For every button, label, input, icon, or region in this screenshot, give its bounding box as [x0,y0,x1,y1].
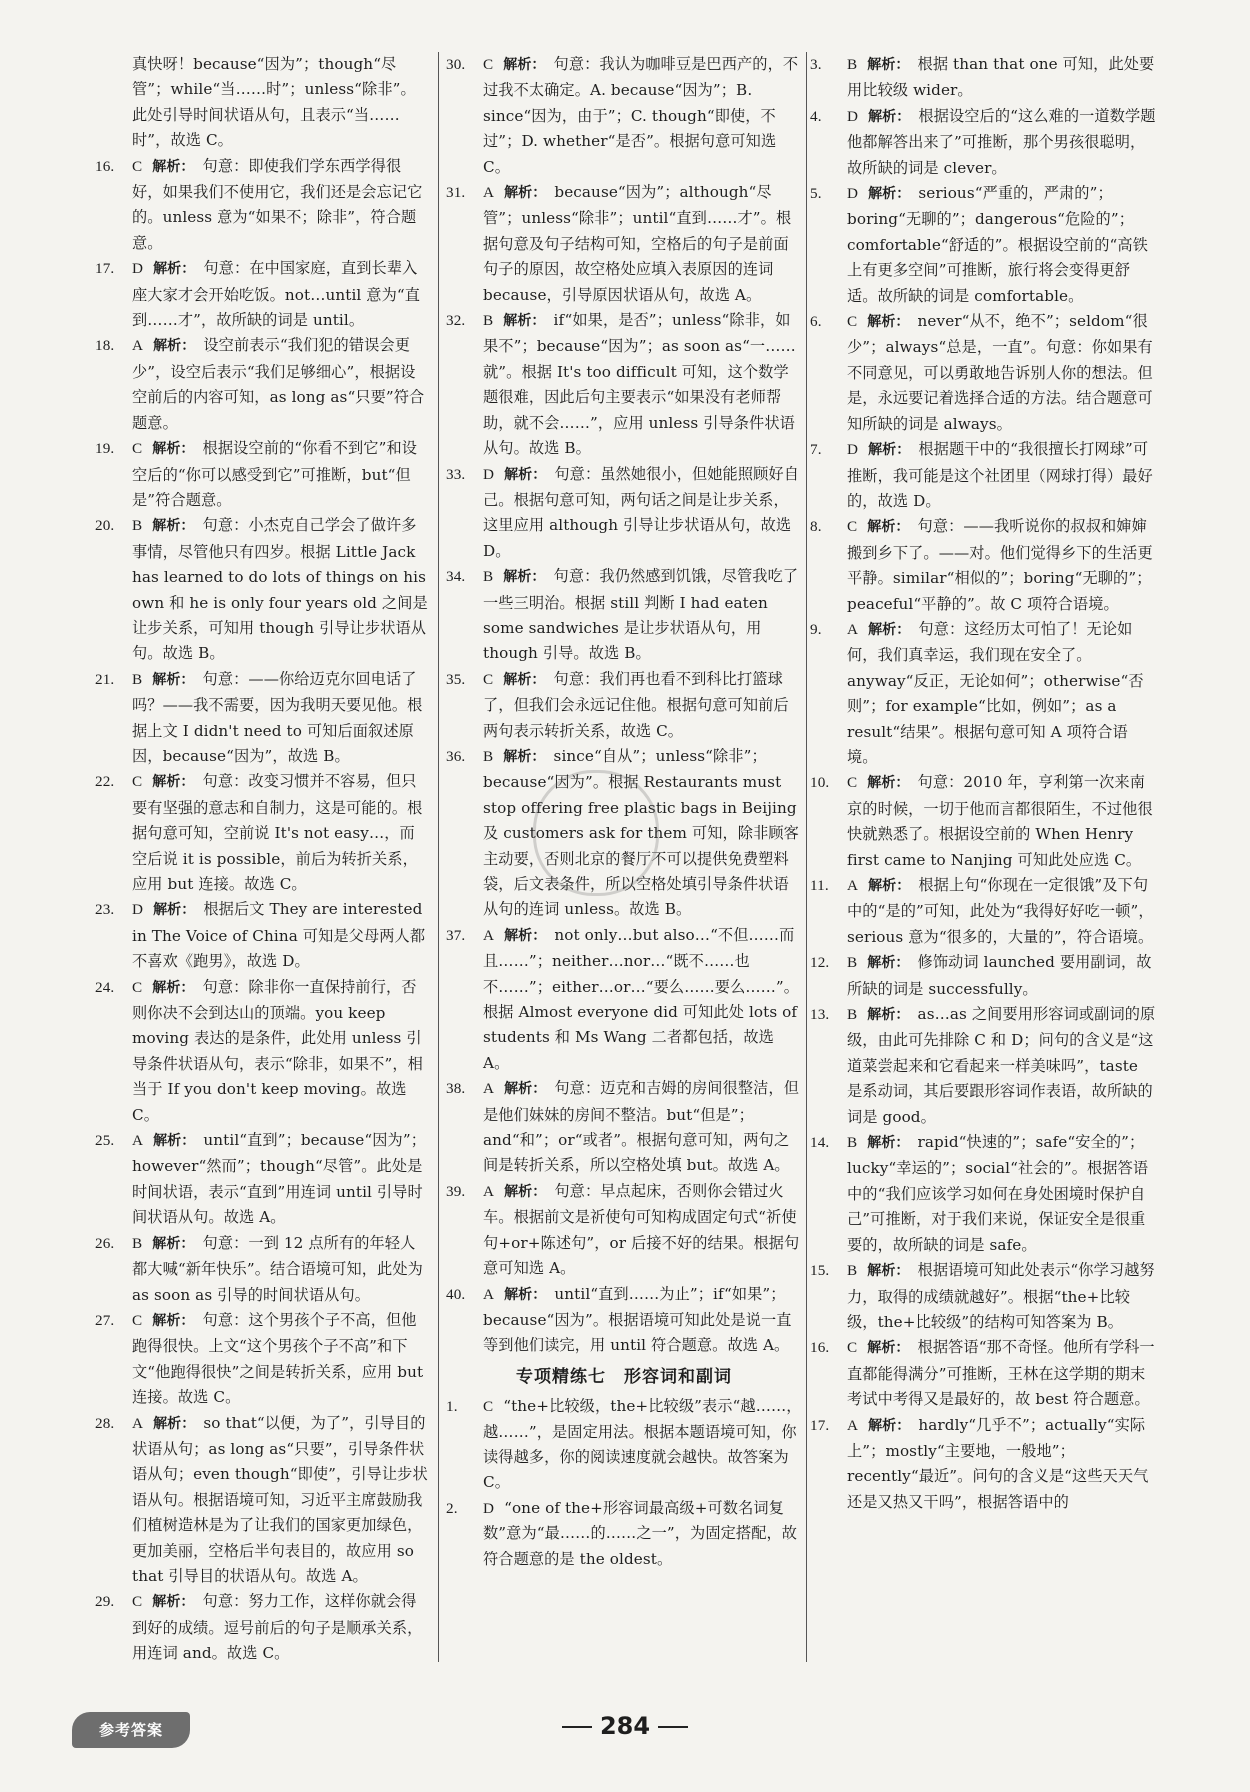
answer-letter: B [132,670,143,688]
answer-letter: D [847,107,859,125]
analysis-text: hardly“几乎不”；actually“实际上”；mostly“主要地，一般地”；recently“最近”。问句的含义是“这些天天气还是又热又干吗”，根据答语中的 [847,1415,1149,1511]
analysis-text: 句意：一到 12 点所有的年轻人都大喊“新年快乐”。结合语境可知，此处为 as soon as 引导的时间状语从句。 [132,1233,423,1304]
answer-item [810,52,1156,104]
question-number: 16. [810,1339,830,1357]
analysis-text: 根据设空前的“你看不到它”和设空后的“你可以感受到它”可推断，but“但是”符合题意。 [132,439,418,509]
question-number: 15. [810,1262,830,1280]
answer-item [95,154,430,257]
analysis-label: 解析： [152,774,195,791]
analysis-text: never“从不，绝不”；seldom“很少”；always“总是，一直”。句意：你如果有不同意见，可以勇敢地告诉别人你的想法。但是，永远要记着选择合适的方法。结合题意可知所缺的词是 always。 [847,312,1153,433]
question-number: 38. [446,1080,466,1098]
analysis-text: 句意：小杰克自己学会了做许多事情，尽管他只有四岁。根据 Little Jack has learned to do lots of things on his own 和 he is only four years old 之间是让步关系，可知用 though 引导让步状语从句。故选 B。 [132,516,428,663]
answer-item [446,667,802,744]
question-number: 16. [95,157,115,175]
answer-item [95,1411,430,1590]
answer-letter: B [847,1262,858,1280]
question-number: 39. [446,1182,466,1200]
answer-letter: A [483,926,495,944]
analysis-label: 解析： [504,927,547,944]
analysis-text: 句意：早点起床，否则你会错过火车。根据前文是祈使句可知构成固定句式“祈使句+or+陈述句”，or 后接不好的结果。根据句意可知选 A。 [483,1181,800,1278]
question-number: 24. [95,978,115,996]
question-number: 18. [95,337,115,355]
question-number: 30. [446,56,466,73]
analysis-text: since“自从”；unless“除非”；because“因为”。根据 Restaurants must stop offering free plastic bags in Beijing 及 customers ask for them 可知，除非顾客主动要，否则北京的餐厅不可以提供免费塑料袋，后文表条件，所以空格处填引导条件状语从句的连词 unless。故选 B。 [483,746,799,919]
answer-item [810,617,1156,770]
answer-item [446,1076,802,1179]
answer-letter: C [132,157,143,175]
answer-item [446,52,802,180]
answer-letter: C [483,670,494,688]
answer-item [95,256,430,333]
dash-left [562,1726,592,1728]
analysis-label: 解析： [867,1135,910,1152]
question-number: 14. [810,1134,830,1152]
question-number: 17. [810,1416,830,1434]
answer-item [810,1130,1156,1258]
analysis-text: 句意：即使我们学东西学得很好，如果我们不使用它，我们还是会忘记它的。unless 意为“如果不；除非”，符合题意。 [132,156,423,252]
answer-letter: B [132,517,143,535]
answer-item [95,897,430,974]
analysis-label: 解析： [867,955,910,972]
answer-letter: B [847,1006,858,1024]
analysis-text: 句意：这经历太可怕了！无论如何，我们真幸运，我们现在安全了。anyway“反正，无论如何”；otherwise“否则”；for example“比如，例如”；as a result“结果”。根据句意可知 A 项符合语境。 [847,619,1144,766]
analysis-text: 句意：2010 年，亨利第一次来南京的时候，一切于他而言都很陌生，不过他很快就熟悉了。根据设空前的 When Henry first came to Nanjing 可知此处应选 C。 [847,773,1153,869]
analysis-label: 解析： [153,1133,196,1150]
analysis-label: 解析： [504,185,547,202]
analysis-text: not only…but also…“不但……而且……”；neither…nor…“既不……也不……”；either…or…“要么……要么……”。根据 Almost everyone did 可知此处 lots of students 和 Ms Wang 二者都包括，故选 A。 [483,925,800,1072]
analysis-label: 解析： [868,442,911,459]
question-number: 12. [810,954,830,972]
analysis-text: 句意：我认为咖啡豆是巴西产的，不过我不太确定。A. because“因为”；B. since“因为，由于”；C. though“即使，不过”；D. whether“是否”。根据句意可知选 C。 [483,55,799,176]
answer-item [810,437,1156,514]
answer-item [446,462,802,565]
analysis-label: 解析： [503,671,546,688]
answer-letter: D [847,185,859,203]
analysis-text: 句意：我仍然感到饥饿，尽管我吃了一些三明治。根据 still 判断 I had eaten some sandwiches 是让步状语从句，用 though 引导。故选 B。 [483,567,799,663]
answer-letter: C [132,440,143,458]
question-number: 29. [95,1593,115,1611]
analysis-label: 解析： [503,57,546,73]
question-number: 35. [446,670,466,688]
answer-letter: B [483,312,494,330]
analysis-label: 解析： [153,902,196,919]
question-number: 36. [446,747,466,765]
answer-item [810,1258,1156,1335]
analysis-text: 句意：努力工作，这样你就会得到好的成绩。逗号前后的句子是顺承关系，用连词 and。故选 C。 [132,1592,423,1662]
question-number: 40. [446,1285,466,1303]
analysis-text: 真快呀！because“因为”；though“尽管”；while“当……时”；unless“除非”。此处引导时间状语从句，且表示“当……时”，故选 C。 [132,55,416,150]
answer-letter: D [483,1499,495,1517]
answer-letter: C [847,1339,858,1357]
analysis-text: 根据后文 They are interested in The Voice of China 可知是父母两人都不喜欢《跑男》，故选 D。 [132,900,426,971]
answer-item [95,436,430,513]
analysis-text: 修饰动词 launched 要用副词，故所缺的词是 successfully。 [847,953,1152,998]
answer-letter: C [483,1398,494,1416]
analysis-text: 句意：迈克和吉姆的房间很整洁，但是他们妹妹的房间不整洁。but“但是”；and“和”；or“或者”。根据句意可知，两句之间是转折关系，所以空格处填 but。故选 A。 [483,1079,799,1175]
answer-item [810,873,1156,950]
answer-item [446,308,802,461]
question-number: 33. [446,465,466,483]
answer-letter: A [847,620,859,638]
answer-letter: C [132,978,143,996]
analysis-label: 解析： [867,1007,910,1024]
analysis-label: 解析： [868,621,911,638]
question-number: 4. [810,107,822,125]
analysis-label: 解析： [153,261,196,278]
question-number: 31. [446,184,466,202]
analysis-text: 根据语境可知此处表示“你学习越努力，取得的成绩就越好”。根据“the+比较级，the+比较级”的结构可知答案为 B。 [847,1261,1155,1331]
answer-letter: C [132,1593,143,1611]
answer-item [810,950,1156,1002]
answer-item [446,1179,802,1282]
question-number: 22. [95,773,115,791]
question-number: 17. [95,260,115,278]
answer-item [95,52,430,154]
analysis-text: 根据题干中的“我很擅长打网球”可推断，我可能是这个社团里（网球打得）最好的，故选 D。 [847,440,1153,510]
answer-item [810,1413,1156,1516]
question-number: 25. [95,1132,115,1150]
question-number: 8. [810,518,822,536]
analysis-label: 解析： [868,108,911,125]
answer-letter: A [483,1182,495,1200]
analysis-text: “one of the+形容词最高级+可数名词复数”意为“最……的……之一”，为固定搭配，故符合题意的是 the oldest。 [483,1498,798,1568]
answer-letter: C [132,773,143,791]
answer-letter: C [132,1311,143,1329]
analysis-label: 解析： [867,314,910,331]
section-title: 专项精练七 形容词和副词 [516,1366,732,1387]
answer-letter: C [483,56,494,73]
analysis-text: 句意：在中国家庭，直到长辈入座大家才会开始吃饭。not…until 意为“直到……才”，故所缺的词是 until。 [132,259,421,330]
analysis-text: 设空前表示“我们犯的错误会更少”，设空后表示“我们足够细心”，根据设空前后的内容可知，as long as“只要”符合题意。 [132,336,425,432]
answer-letter: B [483,568,494,586]
analysis-label: 解析： [153,1415,196,1432]
analysis-text: because“因为”；although“尽管”；unless“除非”；until“直到……才”。根据句意及句子结构可知，空格后的句子是前面句子的原因，故空格处应填入表原因的连词 because，引导原因状语从句，故选 A。 [483,183,792,304]
answer-item [95,1231,430,1308]
answer-letter: A [483,184,495,202]
analysis-text: 根据设空后的“这么难的一道数学题他都解答出来了”可推断，那个男孩很聪明，故所缺的词是 clever。 [847,106,1156,177]
analysis-label: 解析： [152,441,195,458]
answer-letter: C [847,518,858,536]
question-number: 21. [95,670,115,688]
analysis-label: 解析： [503,569,546,586]
question-number: 7. [810,441,822,459]
analysis-label: 解析： [867,1340,910,1357]
analysis-label: 解析： [504,466,547,483]
analysis-text: rapid“快速的”；safe“安全的”；lucky“幸运的”；social“社会的”。根据答语中的“我们应该学习如何在身处困境时保护自己”可推断，对于我们来说，保证安全是很重要的，故所缺的词是 safe。 [847,1133,1149,1254]
answer-letter: A [847,877,859,894]
answer-item [446,744,802,923]
analysis-text: 句意：——我听说你的叔叔和婶婶搬到乡下了。——对。他们觉得乡下的生活更平静。similar“相似的”；boring“无聊的”；peaceful“平静的”。故 C 项符合语境。 [847,517,1153,613]
question-number: 13. [810,1006,830,1024]
question-number: 5. [810,185,822,203]
analysis-text: 根据上句“你现在一定很饿”及下句中的“是的”可知，此处为“我得好好吃一顿”，serious 意为“很多的，大量的”，符合语境。 [847,876,1154,946]
analysis-label: 解析： [504,1081,547,1098]
answer-letter: A [132,1414,144,1432]
question-number: 1. [446,1398,458,1416]
answer-letter: A [483,1080,495,1098]
answer-item [810,309,1156,437]
answer-item [95,769,430,897]
question-number: 3. [810,56,822,73]
analysis-text: until“直到……为止”；if“如果”；because“因为”。根据语境可知此处是说一直等到他们读完，用 until 符合题意。故选 A。 [483,1284,792,1355]
question-number: 6. [810,313,822,331]
answer-item [446,1282,802,1359]
analysis-label: 解析： [867,519,910,536]
answer-letter: B [847,56,858,73]
answer-item [95,667,430,770]
question-number: 28. [95,1414,115,1432]
analysis-text: so that“以便，为了”，引导目的状语从句；as long as“只要”，引导条件状语从句；even though“即使”，引导让步状语从句。根据语境可知，习近平主席鼓励我们植树造林是为了让我们的国家更加绿色，更加美丽，空格后半句表目的，故应用 so that 引导目的状语从句。故选 A。 [132,1413,428,1585]
analysis-label: 解析： [867,775,910,792]
answer-item [810,1002,1156,1130]
analysis-label: 解析： [152,158,195,175]
answer-letter: B [847,954,858,972]
analysis-text: until“直到”；because“因为”；however“然而”；though“尽管”。此处是时间状语，表示“直到”用连词 until 引导时间状语从句。故选 A。 [132,1131,426,1227]
analysis-label: 解析： [152,979,195,996]
question-number: 2. [446,1499,458,1517]
page-number [545,1712,705,1740]
analysis-label: 解析： [503,748,546,765]
answer-item [95,1308,430,1411]
analysis-label: 解析： [152,1235,195,1252]
answer-item [810,1335,1156,1412]
analysis-text: 句意：除非你一直保持前行，否则你决不会到达山的顶端。you keep moving 表达的是条件，此处用 unless 引导条件状语从句，表示“除非，如果不”，相当于 If you don't keep moving。故选 C。 [132,977,423,1124]
answer-letter: C [847,313,858,331]
analysis-label: 解析： [868,1417,911,1434]
answer-letter: D [847,441,859,459]
answer-letter: B [847,1134,858,1152]
analysis-text: 句意：虽然她很小，但她能照顾好自己。根据句意可知，两句话之间是让步关系，这里应用 although 引导让步状语从句，故选 D。 [483,464,799,560]
answer-letter: D [132,260,144,278]
question-number: 20. [95,517,115,535]
analysis-text: 句意：这个男孩个子不高，但他跑得很快。上文“这个男孩个子不高”和下文“他跑得很快”之间是转折关系，应用 but 连接。故选 C。 [132,1310,424,1407]
analysis-label: 解析： [152,518,195,535]
reference-answers-badge: 参考答案 [72,1712,190,1748]
analysis-text: serious“严重的，严肃的”；boring“无聊的”；dangerous“危险的”；comfortable“舒适的”。根据设空前的“高铁上有更多空间”可推断，旅行将会变得更舒适。故所缺的词是 comfortable。 [847,184,1148,305]
answer-letter: A [132,337,144,355]
question-number: 23. [95,901,115,919]
answer-item [810,181,1156,309]
analysis-label: 解析： [504,1286,547,1303]
answer-item [95,333,430,436]
answer-item [810,514,1156,617]
answer-item [95,513,430,666]
analysis-text: if“如果，是否”；unless“除非，如果不”；because“因为”；as soon as“一……就”。根据 It's too difficult 可知，这个数学题很难，因此后句主要表示“如果没有老师帮助，就不会……”，应用 unless 引导条件状语从句。故选 B。 [483,311,796,458]
answer-item [446,923,802,1076]
analysis-label: 解析： [152,1312,195,1329]
analysis-text: 根据答语“那不奇怪。他所有学科一直都能得满分”可推断，王林在这学期的期末考试中考得又是最好的，故 best 符合题意。 [847,1338,1155,1409]
answer-item [446,1496,802,1572]
answer-letter: A [483,1285,495,1303]
answer-item [95,1128,430,1231]
answer-item [95,975,430,1128]
analysis-label: 解析： [868,878,911,894]
answer-item [95,1589,430,1662]
analysis-text: “the+比较级，the+比较级”表示“越……，越……”，是固定用法。根据本题语境可知，你读得越多，你的阅读速度就会越快。故答案为 C。 [483,1397,802,1492]
analysis-label: 解析： [153,338,196,355]
question-number: 11. [810,877,829,894]
answer-letter: C [847,774,858,792]
analysis-label: 解析： [152,671,195,688]
analysis-text: 句意：我们再也看不到科比打篮球了，但我们会永远记住他。根据句意可知前后两句表示转折关系，故选 C。 [483,669,789,740]
question-number: 32. [446,312,466,330]
answer-column-1 [95,52,430,1662]
answer-item [810,104,1156,181]
analysis-text: 句意：改变习惯并不容易，但只要有坚强的意志和自制力，这是可能的。根据句意可知，空前说 It's not easy…，而空后说 it is possible，前后为转折关系，应用 but 连接。故选 C。 [132,772,423,893]
question-number: 27. [95,1311,115,1329]
question-number: 10. [810,774,830,792]
answer-letter: D [483,465,495,483]
column-divider [806,52,807,1662]
question-number: 26. [95,1234,115,1252]
answer-letter: B [132,1234,143,1252]
question-number: 9. [810,620,822,638]
answer-column-3 [810,52,1156,1662]
analysis-label: 解析： [867,1263,910,1280]
analysis-text: 句意：——你给迈克尔回电话了吗？——我不需要，因为我明天要见他。根据上文 I didn't need to 可知后面叙述原因，because“因为”，故选 B。 [132,669,423,765]
question-number: 19. [95,440,115,458]
analysis-text: as…as 之间要用形容词或副词的原级，由此可先排除 C 和 D；问句的含义是“这道菜尝起来和它看起来一样美味吗”，taste 是系动词，其后要跟形容词作表语，故所缺的词是 good。 [847,1005,1156,1126]
answer-letter: D [132,901,144,919]
answer-letter: A [847,1416,859,1434]
analysis-label: 解析： [868,186,911,203]
question-number: 34. [446,568,466,586]
answer-item [446,180,802,308]
analysis-text: 根据 than that one 可知，此处要用比较级 wider。 [847,55,1155,100]
answer-item [810,770,1156,873]
answer-letter: B [483,747,494,765]
analysis-label: 解析： [504,1183,547,1200]
answer-item [446,564,802,667]
column-divider [438,52,439,1662]
answer-letter: A [132,1132,144,1150]
analysis-label: 解析： [867,57,910,73]
answer-item [446,1394,802,1496]
page-number-text: 284 [599,1712,651,1740]
question-number: 37. [446,926,466,944]
analysis-label: 解析： [152,1594,195,1611]
answer-column-2 [446,52,802,1662]
analysis-label: 解析： [503,313,546,330]
dash-right [658,1726,688,1728]
